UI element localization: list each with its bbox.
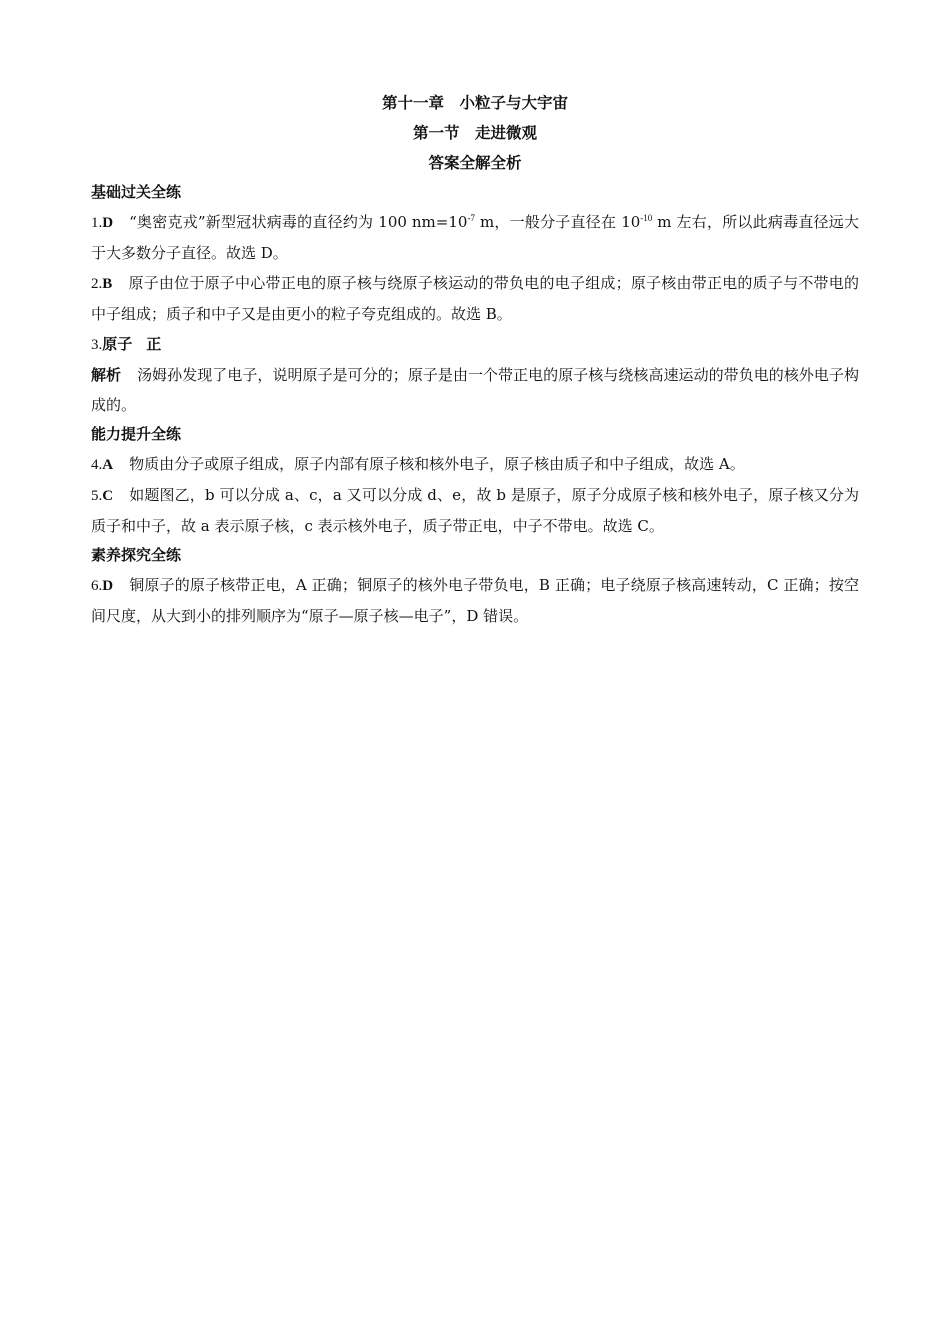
question-number: 5.: [91, 488, 103, 504]
explanation-text: 物质由分子或原子组成，原子内部有原子核和核外电子，原子核由质子和中子组成，故选 A。: [129, 455, 745, 473]
answer-document: [91, 88, 859, 631]
section-title: 第一节 走进微观: [412, 124, 537, 142]
answer-item-3: [91, 329, 859, 360]
answer-item-5: [91, 480, 859, 541]
section-heading-inquiry: 素养探究全练: [91, 546, 182, 564]
question-number: 3.: [91, 337, 103, 353]
explanation-text: m，一般分子直径在 10: [474, 213, 641, 231]
answer-blank-1: 原子: [102, 335, 133, 353]
answer-item-4: [91, 449, 859, 480]
document-subtitle: 答案全解全析: [428, 154, 522, 172]
section-heading-basic: 基础过关全练: [91, 183, 182, 201]
analysis-item-3: [91, 360, 859, 420]
explanation-text: 铜原子的原子核带正电，A 正确；铜原子的核外电子带负电，B 正确；电子绕原子核高速转动，C 正确；按空间尺度，从大到小的排列顺序为“原子—原子核—电子”，D 错误。: [91, 576, 859, 625]
explanation-text: 原子由位于原子中心带正电的原子核与绕原子核运动的带负电的电子组成；原子核由带正电的质子与不带电的中子组成；质子和中子又是由更小的粒子夸克组成的。故选 B。: [91, 274, 859, 323]
answer-item-2: [91, 268, 859, 329]
question-number: 4.: [91, 457, 103, 473]
section-heading-advanced: 能力提升全练: [91, 425, 182, 443]
exponent: -10: [640, 213, 653, 223]
answer-choice: D: [102, 215, 114, 231]
question-number: 6.: [91, 578, 103, 594]
answer-item-6: [91, 570, 859, 631]
answer-choice: B: [102, 276, 113, 292]
answer-item-1: [91, 207, 859, 268]
question-number: 1.: [91, 215, 103, 231]
question-number: 2.: [91, 276, 103, 292]
explanation-text: m 左右，所以此病毒直径远大于大多数分子直径。故选 D。: [91, 213, 860, 262]
answer-choice: A: [102, 457, 114, 473]
chapter-title: 第十一章 小粒子与大宇宙: [381, 94, 568, 112]
analysis-label: 解析: [91, 366, 122, 384]
answer-choice: C: [102, 488, 114, 504]
answer-choice: D: [102, 578, 114, 594]
exponent: -7: [467, 213, 475, 223]
answer-blank-2: 正: [146, 335, 162, 353]
explanation-text: 汤姆孙发现了电子，说明原子是可分的；原子是由一个带正电的原子核与绕核高速运动的带负电的核外电子构成的。: [91, 366, 859, 414]
explanation-text: 如题图乙，b 可以分成 a、c，a 又可以分成 d、e，故 b 是原子，原子分成原子核和核外电子，原子核又分为质子和中子，故 a 表示原子核，c 表示核外电子，质子带正电，中子不带电。故选 C。: [91, 486, 859, 535]
explanation-text: “奥密克戎”新型冠状病毒的直径约为 100 nm=10: [129, 213, 468, 231]
